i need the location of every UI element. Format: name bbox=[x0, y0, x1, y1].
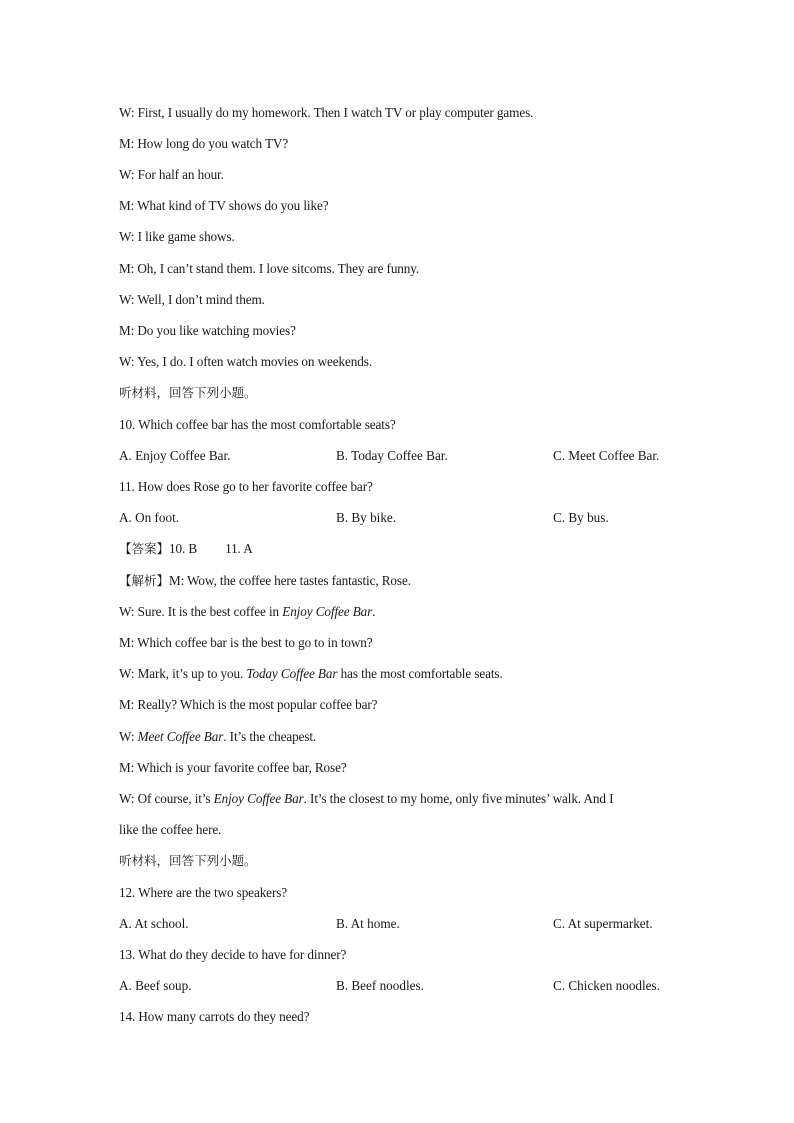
q12-option-c: C. At supermarket. bbox=[553, 916, 653, 931]
text-segment: W: Sure. It is the best coffee in bbox=[119, 604, 283, 619]
question-12: 12. Where are the two speakers? bbox=[119, 885, 288, 900]
q11-option-b: B. By bike. bbox=[336, 510, 397, 525]
q10-option-c: C. Meet Coffee Bar. bbox=[553, 448, 660, 463]
text-segment: W: bbox=[119, 729, 138, 744]
dialogue-line bbox=[119, 790, 613, 808]
dialogue-line: W: First, I usually do my homework. Then I watch TV or play computer games. bbox=[119, 105, 534, 120]
q12-option-a: A. At school. bbox=[119, 916, 189, 931]
dialogue-line bbox=[119, 665, 503, 683]
text-segment: W: Of course, it’s bbox=[119, 791, 214, 806]
q11-option-a: A. On foot. bbox=[119, 510, 180, 525]
dialogue-line: M: Oh, I can’t stand them. I love sitcoms. They are funny. bbox=[119, 261, 420, 276]
text-segment: . It’s the closest to my home, only five minutes’ walk. And I bbox=[303, 791, 614, 806]
question-14: 14. How many carrots do they need? bbox=[119, 1009, 310, 1024]
dialogue-line: like the coffee here. bbox=[119, 822, 222, 837]
q13-option-b: B. Beef noodles. bbox=[336, 978, 424, 993]
q12-option-b: B. At home. bbox=[336, 916, 400, 931]
dialogue-line: M: Which is your favorite coffee bar, Rose? bbox=[119, 760, 347, 775]
italic-name: Meet Coffee Bar bbox=[137, 729, 224, 744]
dialogue-line: M: Which coffee bar is the best to go to in town? bbox=[119, 635, 373, 650]
text-segment: . It’s the cheapest. bbox=[223, 729, 317, 744]
question-13: 13. What do they decide to have for dinner? bbox=[119, 947, 347, 962]
text-segment: . bbox=[372, 604, 376, 619]
answer-tag: 【答案】 bbox=[119, 541, 169, 556]
dialogue-line: W: Yes, I do. I often watch movies on weekends. bbox=[119, 354, 373, 369]
dialogue-line: M: What kind of TV shows do you like? bbox=[119, 198, 329, 213]
dialogue-line: W: For half an hour. bbox=[119, 167, 224, 182]
dialogue-line bbox=[119, 728, 316, 746]
analysis-line bbox=[119, 572, 411, 590]
italic-name: Today Coffee Bar bbox=[246, 666, 338, 681]
dialogue-line: M: Really? Which is the most popular coffee bar? bbox=[119, 697, 378, 712]
analysis-first-line: M: Wow, the coffee here tastes fantastic, Rose. bbox=[168, 573, 411, 588]
italic-name: Enjoy Coffee Bar bbox=[282, 604, 373, 619]
question-10: 10. Which coffee bar has the most comfortable seats? bbox=[119, 417, 396, 432]
question-11: 11. How does Rose go to her favorite coffee bar? bbox=[119, 479, 373, 494]
dialogue-line: M: Do you like watching movies? bbox=[119, 323, 296, 338]
dialogue-line bbox=[119, 603, 375, 621]
analysis-tag: 【解析】 bbox=[119, 573, 169, 588]
answer-line bbox=[119, 540, 253, 558]
answer-10: 10. B bbox=[168, 541, 198, 556]
dialogue-line: M: How long do you watch TV? bbox=[119, 136, 289, 151]
section-heading: 听材料，回答下列小题。 bbox=[119, 853, 257, 868]
q13-option-a: A. Beef soup. bbox=[119, 978, 192, 993]
section-heading: 听材料，回答下列小题。 bbox=[119, 385, 257, 400]
q13-option-c: C. Chicken noodles. bbox=[553, 978, 660, 993]
q10-option-a: A. Enjoy Coffee Bar. bbox=[119, 448, 231, 463]
text-segment: has the most comfortable seats. bbox=[337, 666, 503, 681]
q10-option-b: B. Today Coffee Bar. bbox=[336, 448, 448, 463]
answer-11: 11. A bbox=[225, 541, 253, 556]
q11-option-c: C. By bus. bbox=[553, 510, 609, 525]
dialogue-line: W: I like game shows. bbox=[119, 229, 235, 244]
dialogue-line: W: Well, I don’t mind them. bbox=[119, 292, 265, 307]
italic-name: Enjoy Coffee Bar bbox=[213, 791, 304, 806]
text-segment: W: Mark, it’s up to you. bbox=[119, 666, 247, 681]
